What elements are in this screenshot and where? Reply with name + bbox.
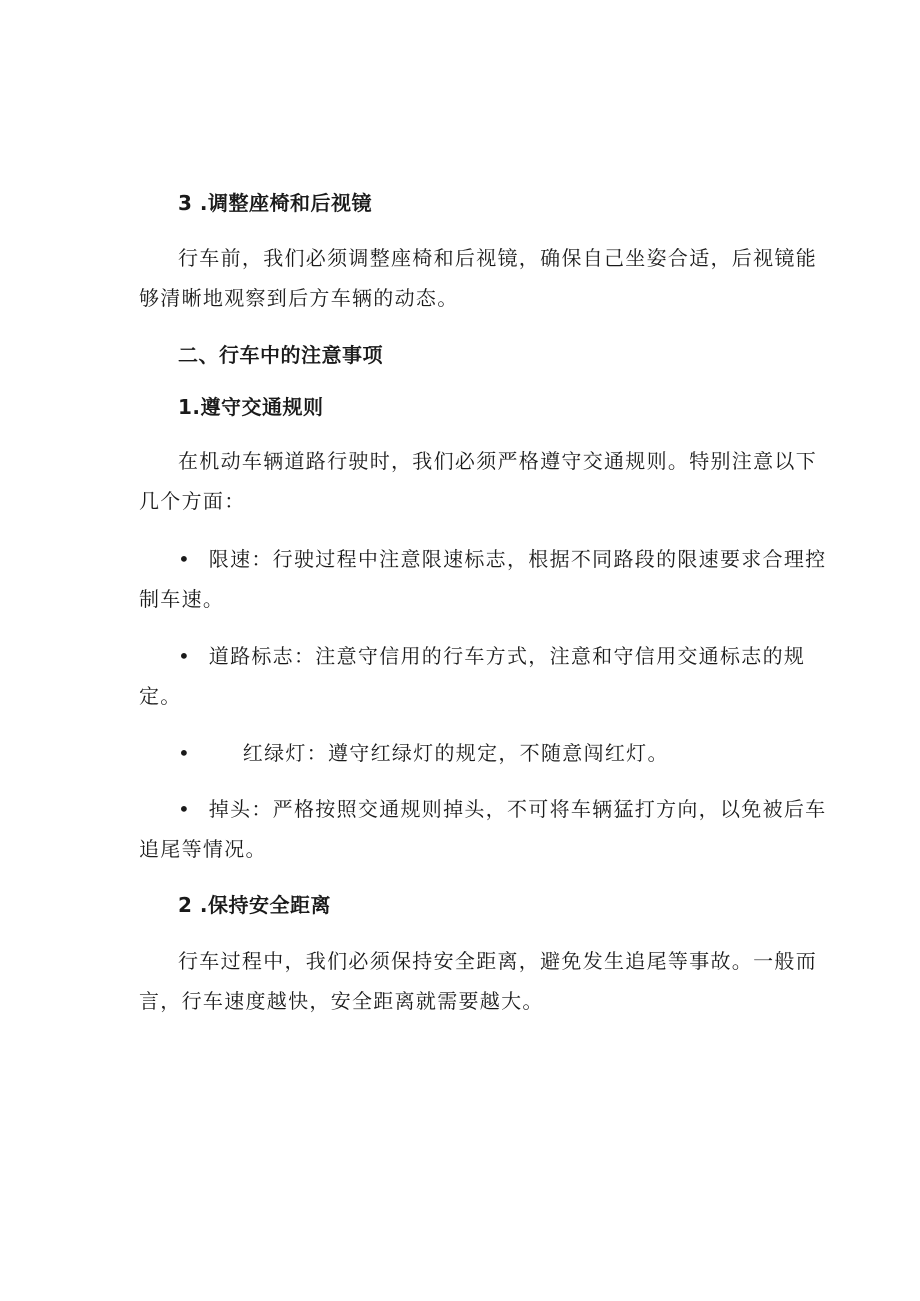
- bullet-u-turn: [178, 797, 826, 821]
- bullet-u-turn-text: 掉头：严格按照交通规则掉头，不可将车辆猛打方向，以免被后车: [208, 797, 827, 821]
- bullet-dot-icon: •: [178, 547, 192, 571]
- bullet-speed-limit-text: 限速：行驶过程中注意限速标志，根据不同路段的限速要求合理控: [208, 547, 827, 571]
- part-2-heading: 二、行车中的注意事项: [178, 343, 383, 367]
- section-3-heading: 3 .调整座椅和后视镜: [178, 191, 372, 215]
- bullet-dot-icon: •: [178, 644, 192, 668]
- section-3-paragraph-line-2: 够清晰地观察到后方车辆的动态。: [139, 286, 459, 310]
- bullet-speed-limit-line-2: 制车速。: [139, 587, 225, 611]
- item-1-heading: 1.遵守交通规则: [178, 395, 324, 419]
- bullet-dot-icon: •: [178, 797, 192, 821]
- bullet-road-signs-line-2: 定。: [139, 684, 182, 708]
- section-3-paragraph-line-1: 行车前，我们必须调整座椅和后视镜，确保自己坐姿合适，后视镜能: [178, 246, 817, 270]
- bullet-traffic-lights: [178, 741, 669, 765]
- item-1-paragraph-line-2: 几个方面：: [139, 489, 246, 513]
- item-2-paragraph-line-2: 言，行车速度越快，安全距离就需要越大。: [139, 989, 544, 1013]
- bullet-u-turn-line-2: 追尾等情况。: [139, 837, 267, 861]
- bullet-dot-icon: •: [178, 741, 192, 765]
- bullet-traffic-lights-text: 红绿灯：遵守红绿灯的规定，不随意闯红灯。: [242, 741, 669, 765]
- item-2-heading: 2 .保持安全距离: [178, 893, 331, 917]
- bullet-road-signs: [178, 644, 805, 668]
- bullet-speed-limit: [178, 547, 826, 571]
- bullet-road-signs-text: 道路标志：注意守信用的行车方式，注意和守信用交通标志的规: [208, 644, 806, 668]
- item-2-paragraph-line-1: 行车过程中，我们必须保持安全距离，避免发生追尾等事故。一般而: [178, 949, 817, 973]
- item-1-paragraph-line-1: 在机动车辆道路行驶时，我们必须严格遵守交通规则。特别注意以下: [178, 449, 817, 473]
